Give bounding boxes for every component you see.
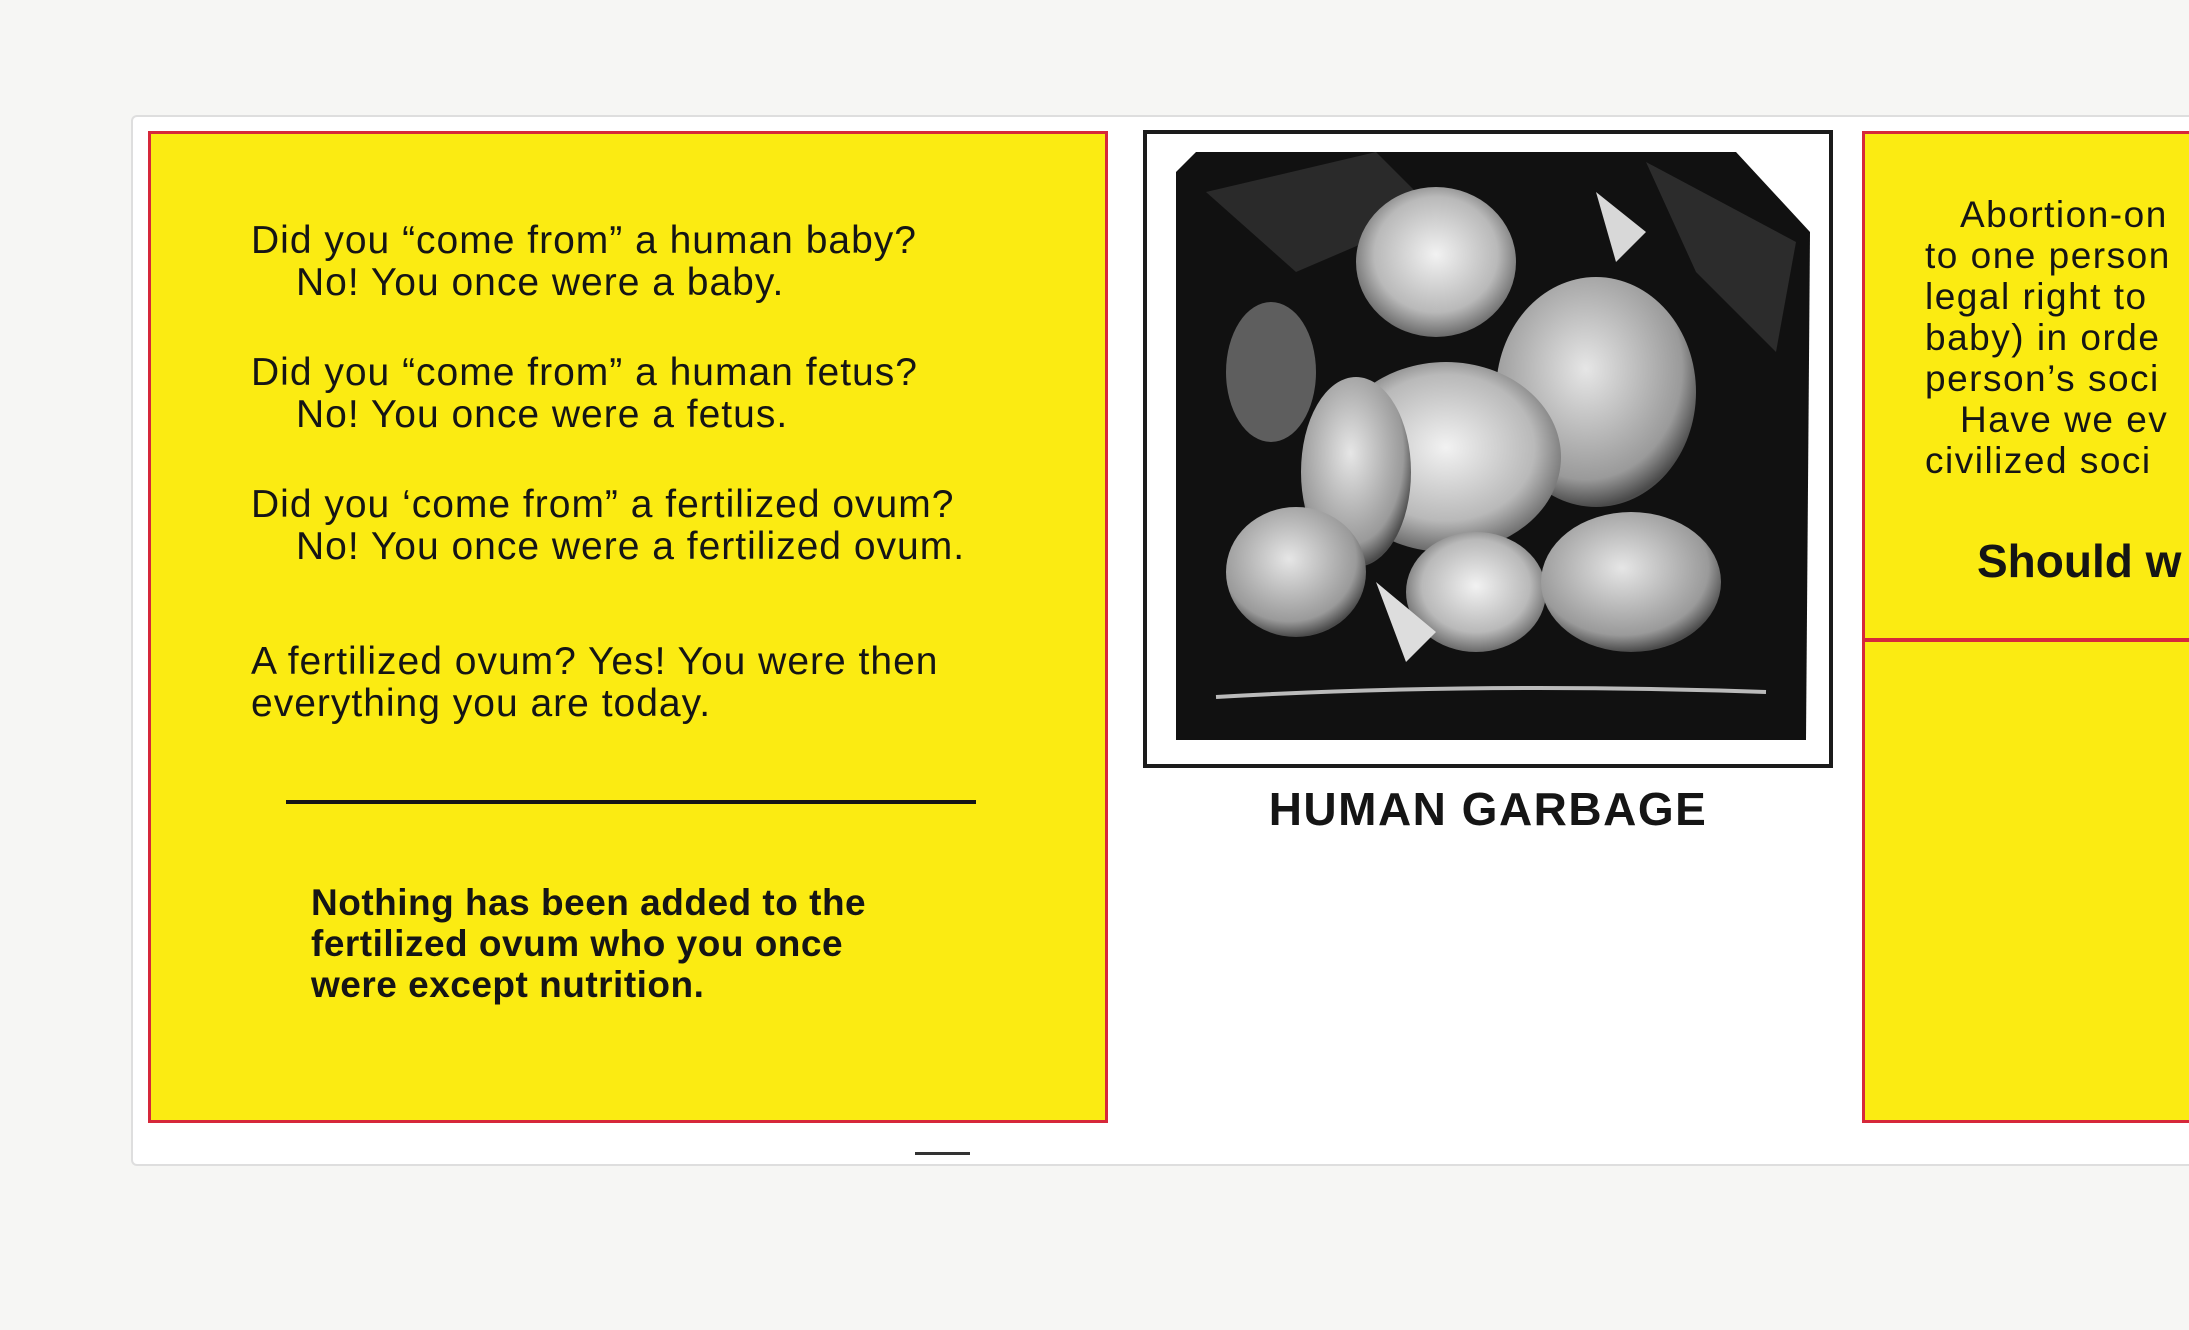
right-panel-top [1862, 131, 2189, 641]
statement [251, 641, 1026, 725]
question-baby: Did you “come from” a human baby? [251, 219, 917, 262]
question-fetus: Did you “come from” a human fetus? [251, 351, 918, 394]
conclusion-text [311, 882, 961, 1005]
right-text-line: Abortion-on [1960, 194, 2168, 235]
statement-line: everything you are today. [251, 682, 712, 725]
divider-rule [286, 800, 976, 804]
right-panel-text [1925, 194, 2189, 481]
conclusion-line: Nothing has been added to the [311, 882, 867, 923]
right-text-line: person’s soci [1925, 358, 2160, 399]
answer-ovum: No! You once were a fertilized ovum. [296, 525, 966, 568]
fold-mark [915, 1152, 970, 1155]
right-panel-bottom [1862, 639, 2189, 1123]
qa-fetus [251, 352, 1026, 436]
right-text-line: to one person [1925, 235, 2171, 276]
photograph [1176, 152, 1810, 740]
right-text-line: Have we ev [1960, 399, 2169, 440]
qa-baby [251, 220, 1026, 304]
qa-ovum [251, 484, 1026, 568]
conclusion-line: were except nutrition. [311, 964, 705, 1005]
statement-line: A fertilized ovum? Yes! You were then [251, 640, 939, 683]
question-ovum: Did you ‘come from” a fertilized ovum? [251, 483, 955, 526]
right-text-line: legal right to [1925, 276, 2148, 317]
right-text-line: baby) in orde [1925, 317, 2161, 358]
left-panel [148, 131, 1108, 1123]
photo-caption: HUMAN GARBAGE [1268, 783, 1708, 835]
answer-baby: No! You once were a baby. [296, 261, 785, 304]
right-text-line: civilized soci [1925, 440, 2152, 481]
answer-fetus: No! You once were a fetus. [296, 393, 789, 436]
conclusion-line: fertilized ovum who you once [311, 923, 844, 964]
right-panel-question: Should w [1977, 535, 2182, 587]
